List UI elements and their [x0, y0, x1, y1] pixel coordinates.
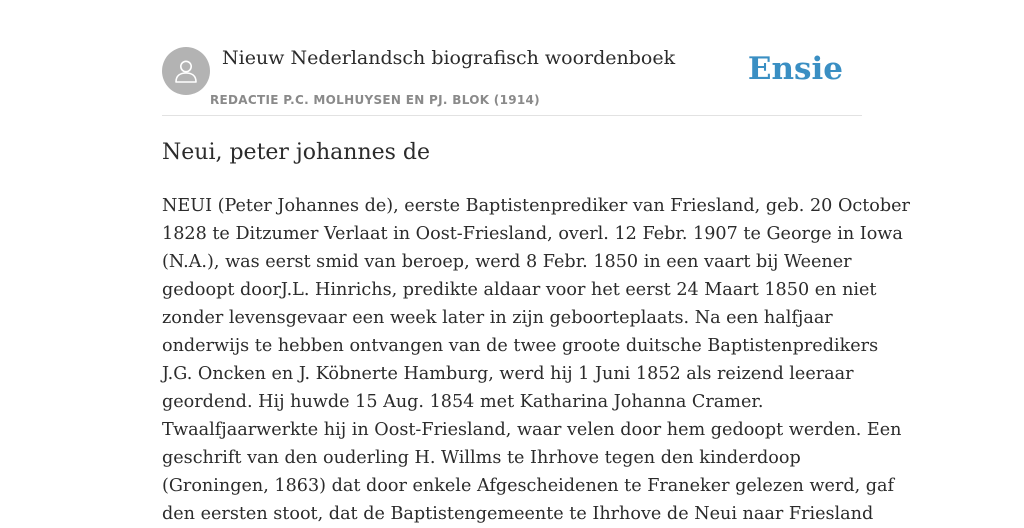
entry-text-line: (Groningen, 1863) dat door enkele Afgescheidenen te Franeker gelezen werd, gaf — [162, 476, 895, 496]
entry-text-line: NEUI (Peter Johannes de), eerste Baptistenprediker van Friesland, geb. 20 October — [162, 196, 910, 216]
entry-title: Neui, peter johannes de — [162, 140, 431, 165]
entry-text-line: Twaalfjaarwerkte hij in Oost-Friesland, waar velen door hem gedoopt werden. Een — [162, 420, 902, 440]
entry-text-line: geordend. Hij huwde 15 Aug. 1854 met Katharina Johanna Cramer. — [162, 392, 764, 412]
entry-text-line: 1828 te Ditzumer Verlaat in Oost-Friesland, overl. 12 Febr. 1907 te George in Iowa — [162, 224, 903, 244]
entry-text-line: zonder levensgevaar een week later in zijn geboorteplaats. Na een halfjaar — [162, 308, 833, 328]
book-editors: REDACTIE P.C. MOLHUYSEN EN PJ. BLOK (1914) — [210, 93, 540, 107]
entry-text-line: onderwijs te hebben ontvangen van de twee groote duitsche Baptistenpredikers — [162, 336, 879, 356]
avatar[interactable] — [162, 47, 210, 95]
brand-logo[interactable]: Ensie — [747, 51, 843, 87]
entry-text-line: (N.A.), was eerst smid van beroep, werd 8 Febr. 1850 in een vaart bij Weener — [162, 252, 852, 272]
user-icon — [172, 57, 200, 85]
entry-body — [162, 192, 910, 528]
entry-text-line: gedoopt doorJ.L. Hinrichs, predikte aldaar voor het eerst 24 Maart 1850 en niet — [162, 280, 877, 300]
source-header — [162, 46, 862, 116]
entry-text-line: J.G. Oncken en J. Köbnerte Hamburg, werd hij 1 Juni 1852 als reizend leeraar — [162, 364, 854, 384]
book-title[interactable]: Nieuw Nederlandsch biografisch woordenboek — [222, 47, 676, 69]
entry-text-line: den eersten stoot, dat de Baptistengemeente te Ihrhove de Neui naar Friesland — [162, 504, 874, 524]
entry-text-line: geschrift van den ouderling H. Willms te Ihrhove tegen den kinderdoop — [162, 448, 801, 468]
